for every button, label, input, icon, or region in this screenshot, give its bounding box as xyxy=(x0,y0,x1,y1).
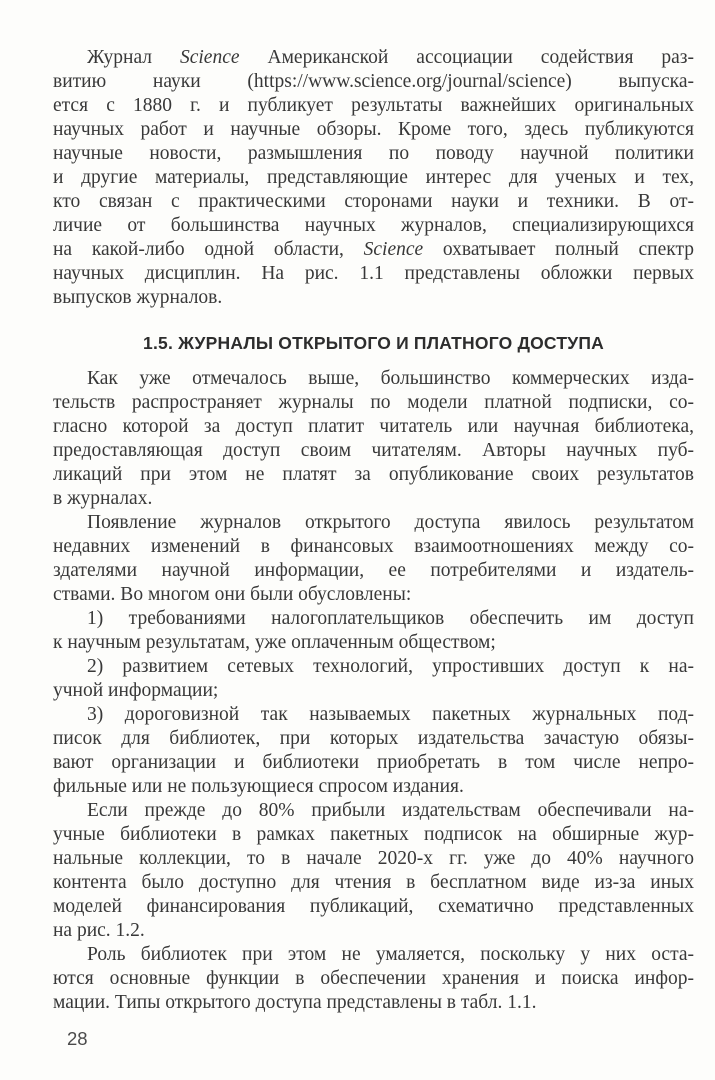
text-line xyxy=(53,847,694,871)
text-run: тельств распространяет журналы по модели платной подписки, со- xyxy=(53,392,694,413)
text-run: кто связан с практическими сторонами науки и техники. В от- xyxy=(53,191,694,212)
text-line xyxy=(53,439,694,463)
text-line xyxy=(53,703,694,727)
text-run: охватывает полный спектр xyxy=(423,239,695,260)
text-line xyxy=(53,655,694,679)
text-line xyxy=(53,391,694,415)
text-line xyxy=(53,631,694,655)
text-run: научных дисциплин. На рис. 1.1 представлены обложки первых xyxy=(53,263,694,284)
text-run: на рис. 1.2. xyxy=(53,920,145,941)
text-line xyxy=(53,727,694,751)
text-line xyxy=(53,607,694,631)
text-run: выпусков журналов. xyxy=(53,287,223,308)
text-line xyxy=(53,94,694,118)
text-run: 3) дороговизной так называемых пакетных журнальных под- xyxy=(87,704,694,725)
text-run: фильные или не пользующиеся спросом издания. xyxy=(53,776,464,797)
text-line xyxy=(53,118,694,142)
text-run: и другие материалы, представляющие интерес для ученых и тех, xyxy=(53,167,694,188)
text-run: учные библиотеки в рамках пакетных подписок на обширные жур- xyxy=(53,824,694,845)
text-run: учной информации; xyxy=(53,680,219,701)
text-line xyxy=(53,286,694,310)
text-line xyxy=(53,367,694,391)
text-run: Как уже отмечалось выше, большинство коммерческих изда- xyxy=(87,368,694,389)
text-line xyxy=(53,142,694,166)
text-run: мации. Типы открытого доступа представлены в табл. 1.1. xyxy=(53,992,537,1013)
text-line xyxy=(53,463,694,487)
text-line xyxy=(53,70,694,94)
text-run: недавних изменений в финансовых взаимоотношениях между со- xyxy=(53,536,694,557)
paragraph xyxy=(53,607,694,655)
text-run: к научным результатам, уже оплаченным обществом; xyxy=(53,632,496,653)
text-line xyxy=(53,190,694,214)
paragraph xyxy=(53,46,694,310)
text-line xyxy=(53,967,694,991)
text-line xyxy=(53,166,694,190)
text-run: ликаций при этом не платят за опубликование своих результатов xyxy=(53,464,694,485)
text-line xyxy=(53,559,694,583)
text-run: писок для библиотек, при которых издательства зачастую обязы- xyxy=(53,728,694,749)
text-run: 2) развитием сетевых технологий, упростивших доступ к на- xyxy=(87,656,694,677)
text-line xyxy=(53,775,694,799)
text-run: научные новости, размышления по поводу научной политики xyxy=(53,143,694,164)
paragraph xyxy=(53,367,694,511)
text-run: ется с 1880 г. и публикует результаты важнейших оригинальных xyxy=(53,95,694,116)
text-run: в журналах. xyxy=(53,488,153,509)
text-line xyxy=(53,943,694,967)
text-run: ются основные функции в обеспечении хранения и поиска инфор- xyxy=(53,968,694,989)
text-run: Роль библиотек при этом не умаляется, поскольку у них оста- xyxy=(87,944,694,965)
text-run: Журнал xyxy=(87,47,180,68)
text-line xyxy=(53,799,694,823)
text-run: Американской ассоциации содействия раз- xyxy=(239,47,695,68)
italic-text-run: Science xyxy=(363,239,424,260)
text-run: личие от большинства научных журналов, специализирующихся xyxy=(53,215,694,236)
paragraph xyxy=(53,943,694,1015)
text-line xyxy=(53,583,694,607)
section-heading: 1.5. ЖУРНАЛЫ ОТКРЫТОГО И ПЛАТНОГО ДОСТУПА xyxy=(143,333,604,353)
text-run: гласно которой за доступ платит читатель или научная библиотека, xyxy=(53,416,694,437)
page-number: 28 xyxy=(67,1028,88,1049)
text-line xyxy=(53,487,694,511)
text-run: на какой-либо одной области, xyxy=(53,239,364,260)
text-run: здателями научной информации, ее потребителями и издатель- xyxy=(53,560,694,581)
text-line xyxy=(53,751,694,775)
text-run: Появление журналов открытого доступа явилось результатом xyxy=(87,512,694,533)
text-line xyxy=(53,262,694,286)
text-run: научных работ и научные обзоры. Кроме того, здесь публикуются xyxy=(53,119,694,140)
text-line xyxy=(53,511,694,535)
text-line xyxy=(53,214,694,238)
text-run: нальные коллекции, то в начале 2020-х гг. уже до 40% научного xyxy=(53,848,694,869)
text-line xyxy=(53,679,694,703)
text-run: контента было доступно для чтения в бесплатном виде из-за иных xyxy=(53,872,694,893)
paragraph xyxy=(53,655,694,703)
text-run: Если прежде до 80% прибыли издательствам обеспечивали на- xyxy=(87,800,694,821)
text-line xyxy=(53,823,694,847)
paragraph xyxy=(53,799,694,943)
text-line xyxy=(53,991,694,1015)
text-run: предоставляющая доступ своим читателям. Авторы научных пуб- xyxy=(53,440,694,461)
text-run: витию науки (https://www.science.org/journal/science) выпуска- xyxy=(53,71,694,92)
text-run: вают организации и библиотеки приобретать в том числе непро- xyxy=(53,752,694,773)
text-line xyxy=(53,415,694,439)
text-run: моделей финансирования публикаций, схематично представленных xyxy=(53,896,694,917)
page-content xyxy=(53,46,694,1015)
text-run: ствами. Во многом они были обусловлены: xyxy=(53,584,412,605)
text-line xyxy=(53,919,694,943)
italic-text-run: Science xyxy=(179,47,240,68)
text-line xyxy=(53,46,694,70)
paragraph xyxy=(53,703,694,799)
text-line xyxy=(53,871,694,895)
paragraph xyxy=(53,511,694,607)
text-line xyxy=(53,895,694,919)
text-run: 1) требованиями налогоплательщиков обеспечить им доступ xyxy=(87,608,694,629)
text-line xyxy=(53,535,694,559)
text-line xyxy=(53,238,694,262)
